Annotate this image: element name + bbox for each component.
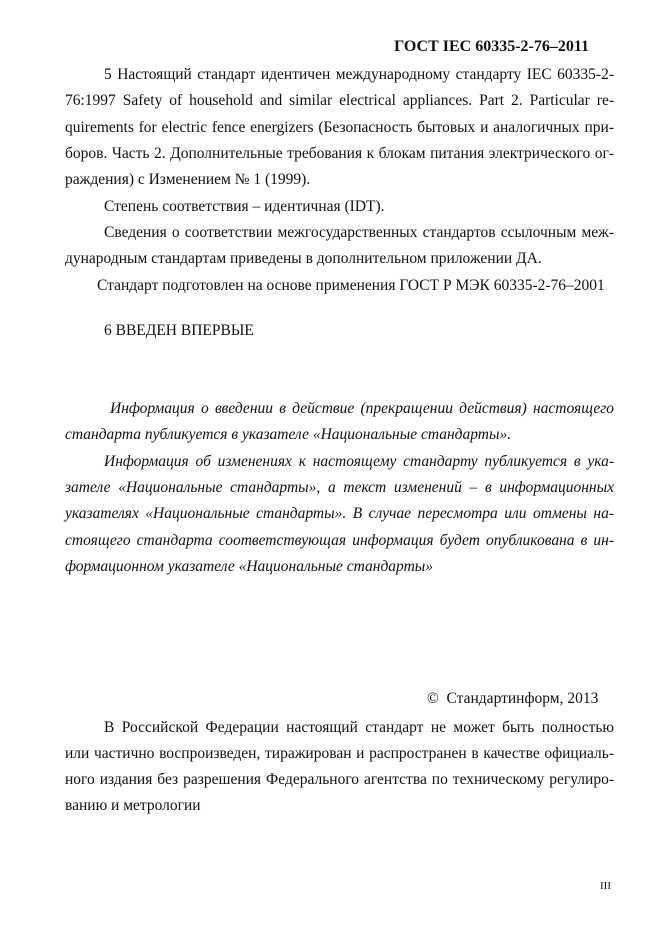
item5-line-3: quirements for electric fence energizers (Безопасность бытовых и аналогичных при-	[65, 119, 614, 136]
page-number: III	[600, 880, 611, 892]
item5-line-4: боров. Часть 2. Дополнительные требования к блокам питания электрического ог-	[65, 145, 614, 162]
notice-para2-line-4: стоящего стандарта соответствующая информация будет опубликована в ин-	[65, 532, 614, 549]
item5-line-1: 5 Настоящий стандарт идентичен международному стандарту IEC 60335-2-	[104, 66, 614, 83]
notice-para1-line-1: Информация о введении в действие (прекращении действия) настоящего	[110, 400, 614, 417]
notice-para2-line-3: указателях «Национальные стандарты». В случае пересмотра или отмены на-	[65, 505, 614, 522]
item5-line-2: 76:1997 Safety of household and similar electrical appliances. Part 2. Particular re-	[65, 92, 614, 109]
standards-info-line-1: Сведения о соответствии межгосударственных стандартов ссылочным меж-	[104, 224, 614, 241]
rights-line-2: или частично воспроизведен, тиражирован и распространен в качестве официаль-	[65, 745, 614, 762]
item6-introduced: 6 ВВЕДЕН ВПЕРВЫЕ	[104, 322, 254, 339]
standards-info-line-2: дународным стандартам приведены в дополнительном приложении ДА.	[65, 250, 542, 267]
conformity-degree: Степень соответствия – идентичная (IDT).	[104, 198, 385, 215]
copyright-notice: © Стандартинформ, 2013	[427, 690, 599, 707]
notice-para2-line-5: формационном указателе «Национальные стандарты»	[65, 558, 434, 575]
notice-para2-line-2: зателе «Национальные стандарты», а текст изменений – в информационных	[65, 479, 614, 496]
rights-line-1: В Российской Федерации настоящий стандарт не может быть полностью	[104, 719, 614, 736]
rights-line-3: ного издания без разрешения Федерального агентства по техническому регулиро-	[65, 771, 614, 788]
item5-line-5: раждения) с Изменением № 1 (1999).	[65, 171, 311, 188]
prepared-basis: Стандарт подготовлен на основе применения ГОСТ Р МЭК 60335-2-76–2001	[97, 277, 605, 294]
notice-para1-line-2: стандарта публикуется в указателе «Национальные стандарты».	[65, 426, 512, 443]
document-header-code: ГОСТ IEC 60335-2-76–2011	[394, 38, 589, 55]
rights-line-4: ванию и метрологии	[65, 797, 201, 814]
notice-para2-line-1: Информация об изменениях к настоящему стандарту публикуется в ука-	[104, 453, 614, 470]
